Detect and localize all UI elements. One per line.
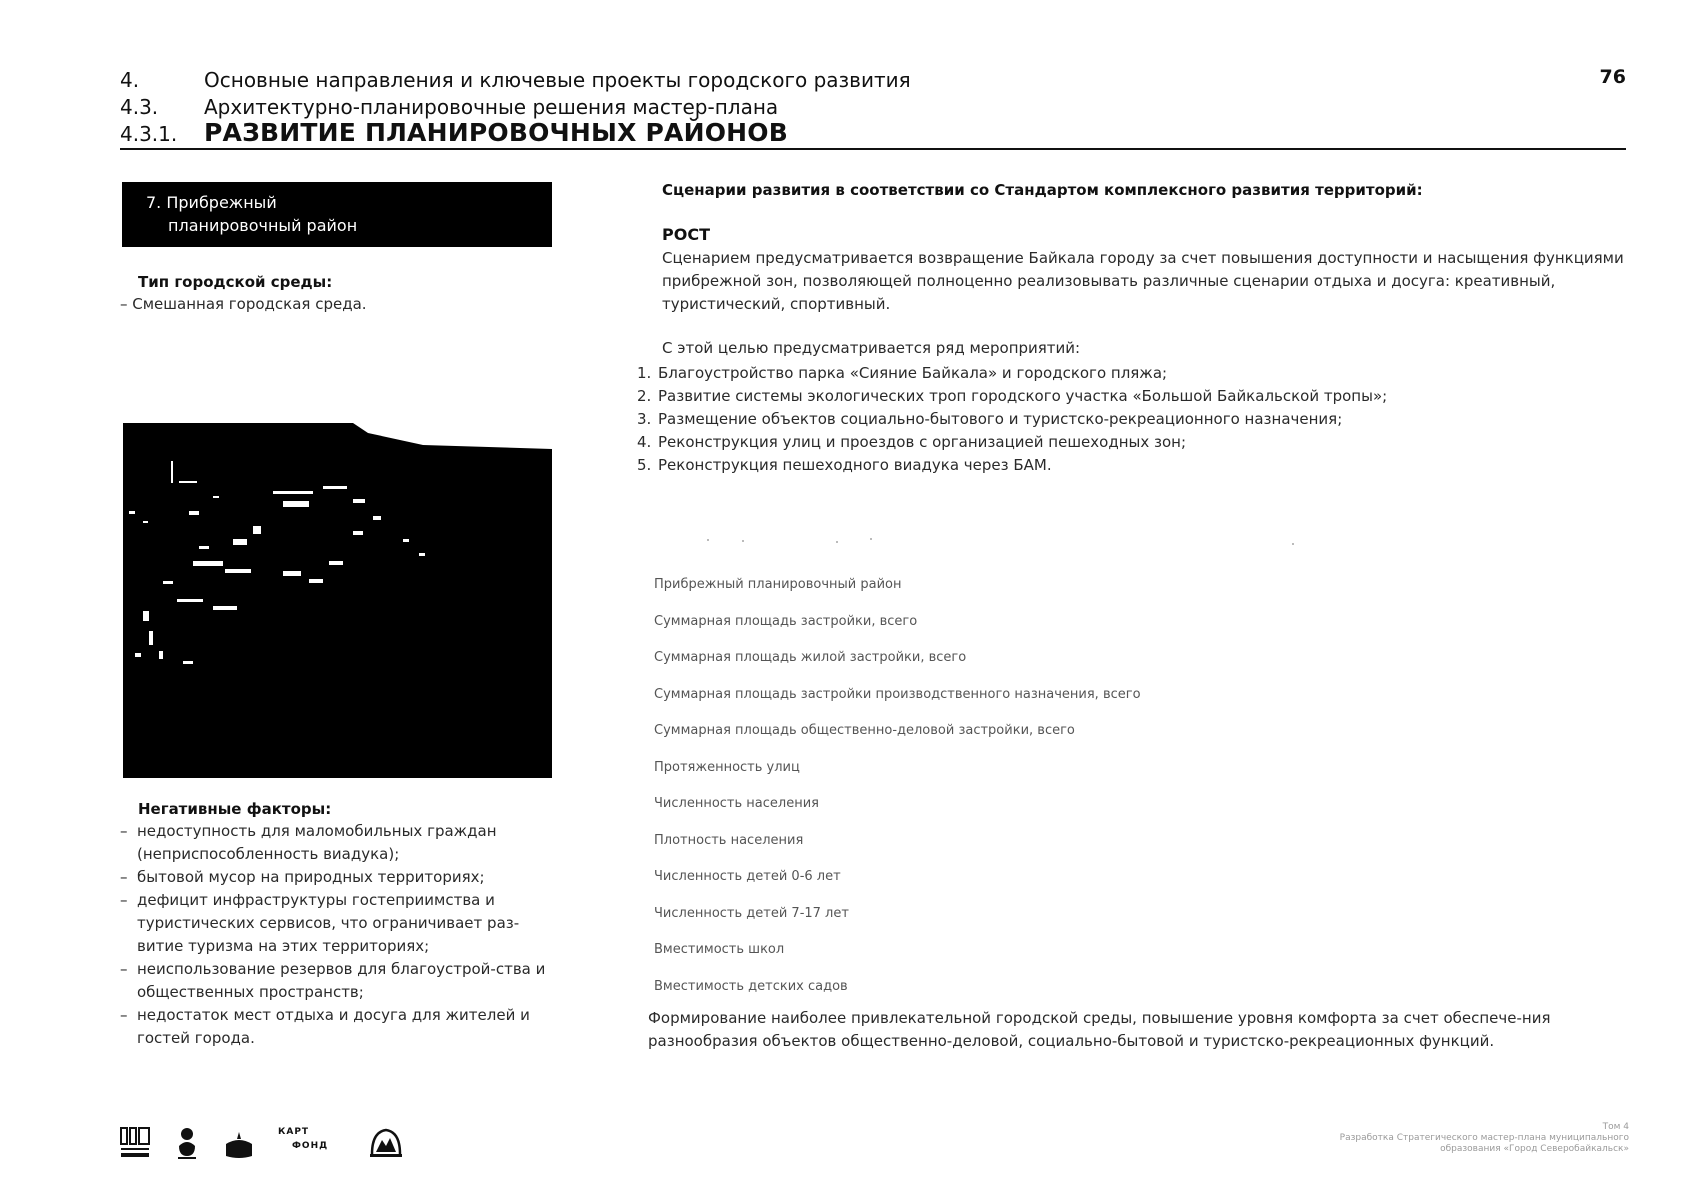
footer-note (1209, 1122, 1629, 1155)
measure-number: 1. (637, 364, 652, 382)
table-row (654, 640, 1594, 677)
section-number-4: 4. (120, 68, 140, 92)
section-number-4-3: 4.3. (120, 95, 159, 119)
negative-factors-list (120, 820, 560, 1050)
measure-number: 4. (637, 433, 652, 451)
table-row (654, 896, 1594, 933)
indicator-label: Численность населения (654, 796, 819, 812)
emblem-logo-icon (368, 1126, 404, 1160)
scenario-description: Сценарием предусматривается возвращение Байкала городу за счет повышения доступности и насыщения функциями прибрежной зон, позволяющей полноценно реализовывать различные сценарии отдыха и досуга: креативный, туристический, спортивный. (662, 249, 1624, 313)
section-number-4-3-1: 4.3.1. (120, 122, 178, 146)
negative-factor-item: – недостаток мест отдыха и досуга для жителей и гостей города. (120, 1004, 560, 1050)
fond-logo-text: ФОНД (292, 1141, 329, 1151)
measure-number: 2. (637, 387, 652, 405)
indicator-label: Плотность населения (654, 832, 804, 848)
measure-item (637, 362, 1387, 385)
indicator-label: Вместимость школ (654, 942, 785, 958)
scenarios-heading: Сценарии развития в соответствии со Стандартом комплексного развития территорий: (662, 181, 1423, 199)
page-number: 76 (1599, 66, 1626, 88)
env-type-label: Тип городской среды: (138, 273, 333, 291)
env-type-value: – Смешанная городская среда. (120, 295, 367, 313)
measure-text: Размещение объектов социально-бытового и туристско-рекреационного назначения; (658, 410, 1343, 428)
district-aerial-photo (123, 421, 552, 778)
table-row (654, 713, 1594, 750)
negative-factor-item: – недоступность для маломобильных граждан (неприспособленность виадука); (120, 820, 560, 866)
table-row (654, 604, 1594, 641)
indicator-label: Вместимость детских садов (654, 978, 848, 994)
indicator-label: Суммарная площадь застройки, всего (654, 613, 918, 629)
kart-logo-text: КАРТ (278, 1127, 310, 1137)
footer-note-project: Разработка Стратегического мастер-плана муниципального (1339, 1133, 1629, 1143)
table-row (654, 859, 1594, 896)
indicator-label: Суммарная площадь застройки производственного назначения, всего (654, 686, 1141, 702)
measure-item (637, 385, 1387, 408)
measure-text: Реконструкция улиц и проездов с организацией пешеходных зон; (658, 433, 1187, 451)
scan-dot (1292, 543, 1294, 545)
measures-intro: С этой целью предусматривается ряд мероприятий: (662, 339, 1081, 357)
table-row (654, 932, 1594, 969)
negative-factor-item: – бытовой мусор на природных территориях; (120, 866, 560, 889)
indicator-label: Суммарная площадь общественно-деловой застройки, всего (654, 723, 1075, 739)
measure-item (637, 454, 1387, 477)
footer-note-volume: Том 4 (1602, 1122, 1629, 1132)
table-row (654, 786, 1594, 823)
indicator-label: Численность детей 0-6 лет (654, 869, 841, 885)
section-title-4-3: Архитектурно-планировочные решения мастер-плана (204, 95, 779, 119)
scan-dot (707, 539, 709, 541)
indicator-label: Численность детей 7-17 лет (654, 905, 849, 921)
indicator-label: Суммарная площадь жилой застройки, всего (654, 650, 967, 666)
header-rule (120, 148, 1626, 150)
indicator-label: Протяженность улиц (654, 759, 800, 775)
negative-factor-item: – дефицит инфраструктуры гостеприимства и туристических сервисов, что ограничивает раз-витие туризма на этих территориях; (120, 889, 560, 958)
measures-list (637, 362, 1387, 477)
district-title-box (122, 182, 552, 247)
table-row (654, 567, 1594, 604)
measure-text: Развитие системы экологических троп городского участка «Большой Байкальской тропы»; (658, 387, 1388, 405)
district-title-line1: 7. Прибрежный (146, 193, 277, 212)
scenario-name: РОСТ (662, 225, 710, 244)
measure-item (637, 431, 1387, 454)
page-title: РАЗВИТИЕ ПЛАНИРОВОЧНЫХ РАЙОНОВ (204, 118, 789, 147)
table-row (654, 750, 1594, 787)
dom-logo-icon (120, 1126, 152, 1160)
scan-dot (742, 540, 744, 542)
scan-dot (870, 538, 872, 540)
seal-logo-icon (224, 1126, 254, 1160)
table-row (654, 677, 1594, 714)
indicator-label: Прибрежный планировочный район (654, 577, 902, 593)
indicators-table (654, 567, 1594, 1005)
measure-text: Благоустройство парка «Сияние Байкала» и городского пляжа; (658, 364, 1168, 382)
negative-factors-label: Негативные факторы: (138, 800, 332, 818)
measure-item (637, 408, 1387, 431)
table-row (654, 969, 1594, 1006)
conclusion-text: Формирование наиболее привлекательной городской среды, повышение уровня комфорта за счет обеспече-ния разнообразия объектов общественно-деловой, социально-бытовой и туристско-рекреационных функций. (648, 1009, 1551, 1050)
negative-factor-item: – неиспользование резервов для благоустрой-ства и общественных пространств; (120, 958, 560, 1004)
scan-dot (836, 541, 838, 543)
section-title-4: Основные направления и ключевые проекты городского развития (204, 68, 911, 92)
measure-text: Реконструкция пешеходного виадука через БАМ. (658, 456, 1052, 474)
footer-note-municipality: образования «Город Северобайкальск» (1440, 1144, 1629, 1154)
measure-number: 5. (637, 456, 652, 474)
kart-fond-logo (278, 1126, 334, 1160)
table-row (654, 823, 1594, 860)
district-title-line2: планировочный район (168, 216, 358, 235)
measure-number: 3. (637, 410, 652, 428)
drop-logo-icon (176, 1126, 198, 1160)
